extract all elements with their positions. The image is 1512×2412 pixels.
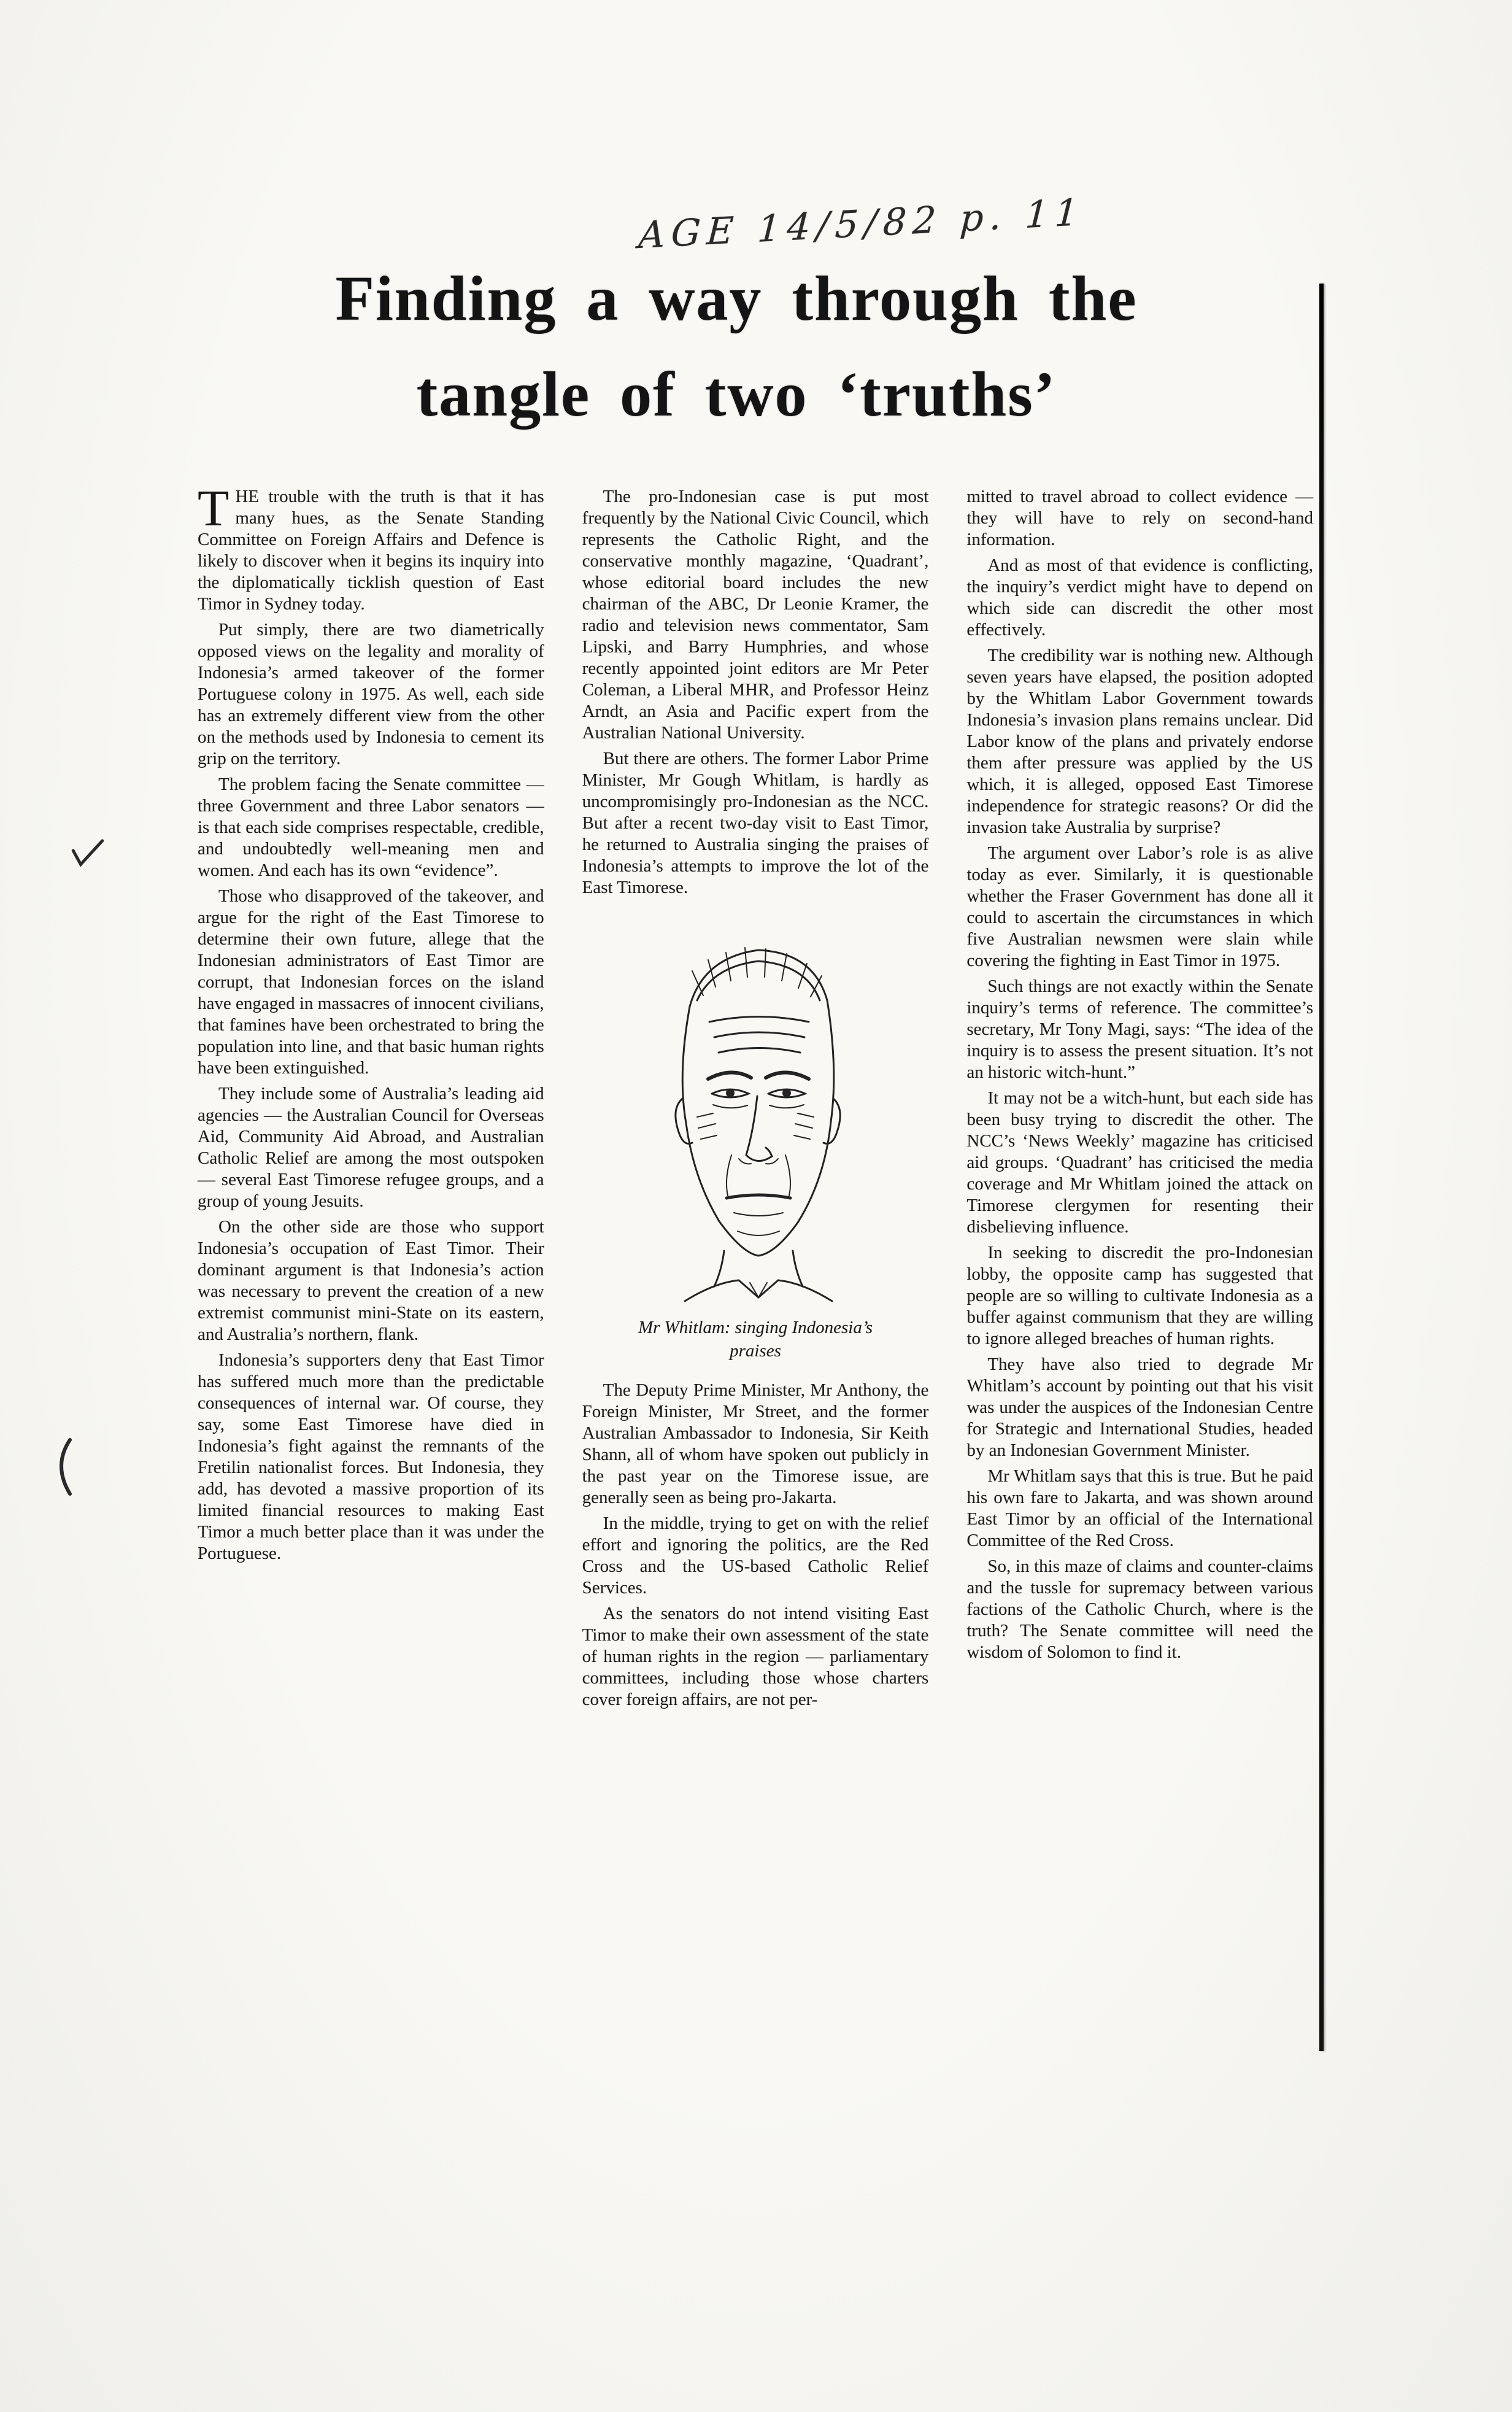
paragraph: They include some of Australia’s leading aid agencies — the Australian Council for Overseas Aid, Community Aid Abroad, and Australian Catholic Relief are among the most outspoken — several East Timorese refugee groups, and a group of young Jesuits. [198, 1084, 544, 1211]
paragraph: The argument over Labor’s role is as alive today as ever. Similarly, it is questionable whether the Fraser Government has done all it could to ascertain the circumstances in which five Australian newsmen were slain while covering the fighting in East Timor in 1975. [966, 843, 1314, 970]
paragraph: But there are others. The former Labor Prime Minister, Mr Gough Whitlam, is hardly as uncompromisingly pro-Indonesian as the NCC. But after a recent two-day visit to East Timor, he returned to Australia singing the praises of Indonesia’s attempts to improve the lot of the East Timorese. [582, 749, 929, 897]
stray-ink-mark [65, 832, 109, 880]
headline-line-2: tangle of two ‘truths’ [416, 359, 1057, 430]
paragraph: The pro-Indonesian case is put most frequently by the National Civic Council, which represents the Catholic Right, and the conservative monthly magazine, ‘Quadrant’, whose editorial board includes the new chairman of the ABC, Dr Leonie Kramer, the radio and television news commentator, Sam Lipski, and Barry Humphries, and whose recently appointed joint editors are Mr Peter Coleman, a Liberal MHR, and Professor Heinz Arndt, an Asia and Pacific expert from the Australian National University. [582, 487, 929, 743]
paragraph: mitted to travel abroad to collect evidence — they will have to rely on second-hand information. [966, 487, 1314, 549]
headline [147, 264, 1325, 430]
article-body [198, 480, 1314, 1715]
handwritten-annotation: AGE 14/5/82 p. 11 [637, 190, 1086, 258]
paragraph: Such things are not exactly within the Senate inquiry’s terms of reference. The committee’s secretary, Mr Tony Magi, says: “The idea of the inquiry is to assess the present situation. It’s not an historic witch-hunt.” [966, 976, 1314, 1082]
paragraph: It may not be a witch-hunt, but each side has been busy trying to discredit the other. The NCC’s ‘News Weekly’ magazine has criticised aid groups. ‘Quadrant’ has criticised the media coverage and Mr Whitlam joined the attack on Timorese clergymen for resenting their disbelieving influence. [966, 1088, 1314, 1237]
portrait-caption: Mr Whitlam: singing Indonesia’s praises [638, 1318, 873, 1361]
stray-ink-mark [48, 1436, 79, 1498]
whitlam-portrait-sketch [611, 914, 900, 1307]
right-edge-rule [1319, 284, 1324, 2051]
column-2 [582, 486, 929, 1715]
paragraph: The credibility war is nothing new. Although seven years have elapsed, the position adopted by the Whitlam Labor Government towards Indonesia’s invasion plans remains unclear. Did Labor know of the plans and privately endorse them after pressure was applied by the US which, it is alleged, opposed East Timorese independence for strategic reasons? Or did the invasion take Australia by surprise? [966, 646, 1314, 837]
paragraph: In the middle, trying to get on with the relief effort and ignoring the politics, are the Red Cross and the US-based Catholic Relief Services. [582, 1513, 929, 1598]
paragraph: The Deputy Prime Minister, Mr Anthony, the Foreign Minister, Mr Street, and the former Australian Ambassador to Indonesia, Sir Keith Shann, all of whom have spoken out publicly in the past year on the Timorese issue, are generally seen as being pro-Jakarta. [582, 1380, 929, 1507]
paragraph: They have also tried to degrade Mr Whitlam’s account by pointing out that his visit was under the auspices of the Indonesian Centre for Strategic and International Studies, headed by an Indonesian Government Minister. [966, 1355, 1314, 1460]
paragraph: As the senators do not intend visiting East Timor to make their own assessment of the state of human rights in the region — parliamentary committees, including those whose charters cover foreign affairs, are not per- [582, 1604, 929, 1709]
column-3 [966, 486, 1313, 1715]
whitlam-portrait-figure [582, 914, 929, 1363]
paragraph: THE trouble with the truth is that it has many hues, as the Senate Standing Committee on Foreign Affairs and Defence is likely to discover when it begins its inquiry into the diplomatically ticklish question of East Timor in Sydney today. [198, 480, 544, 614]
paragraph: On the other side are those who support Indonesia’s occupation of East Timor. Their dominant argument is that Indonesia’s action was necessary to prevent the creation of a new extremist communist mini-State on its eastern, and Australia’s northern, flank. [198, 1217, 544, 1344]
paragraph: Those who disapproved of the takeover, and argue for the right of the East Timorese to determine their own future, allege that the Indonesian administrators of East Timor are corrupt, that Indonesian forces on the island have engaged in massacres of innocent civilians, that famines have been orchestrated to bring the population into line, and that basic human rights have been extinguished. [198, 886, 544, 1078]
paragraph: Put simply, there are two diametrically opposed views on the legality and morality of Indonesia’s armed takeover of the former Portuguese colony in 1975. As well, each side has an extremely different view from the other on the methods used by Indonesia to cement its grip on the territory. [198, 620, 544, 768]
paragraph: So, in this maze of claims and counter-claims and the tussle for supremacy between various factions of the Catholic Church, where is the truth? The Senate committee will need the wisdom of Solomon to find it. [966, 1556, 1314, 1662]
headline-line-1: Finding a way through the [335, 263, 1138, 334]
paragraph: In seeking to discredit the pro-Indonesian lobby, the opposite camp has suggested that people are so willing to cultivate Indonesia as a buffer against communism that they are willing to ignore alleged breaches of human rights. [966, 1243, 1314, 1348]
column-1 [198, 480, 544, 1715]
paragraph: Indonesia’s supporters deny that East Timor has suffered much more than the predictable consequences of internal war. Of course, they say, some East Timorese have died in Indonesia’s fight against the remnants of the Fretilin nationalist forces. But Indonesia, they add, has devoted a massive proportion of its limited financial resources to making East Timor a much better place than it was under the Portuguese. [198, 1350, 544, 1563]
paragraph: Mr Whitlam says that this is true. But he paid his own fare to Jakarta, and was shown around East Timor by an official of the International Committee of the Red Cross. [966, 1466, 1314, 1550]
paragraph: And as most of that evidence is conflicting, the inquiry’s verdict might have to depend on which side can discredit the other most effectively. [966, 555, 1314, 640]
paragraph: The problem facing the Senate committee — three Government and three Labor senators — is that each side comprises respectable, credible, and undoubtedly well-meaning men and women. And each has its own “evidence”. [198, 775, 544, 880]
